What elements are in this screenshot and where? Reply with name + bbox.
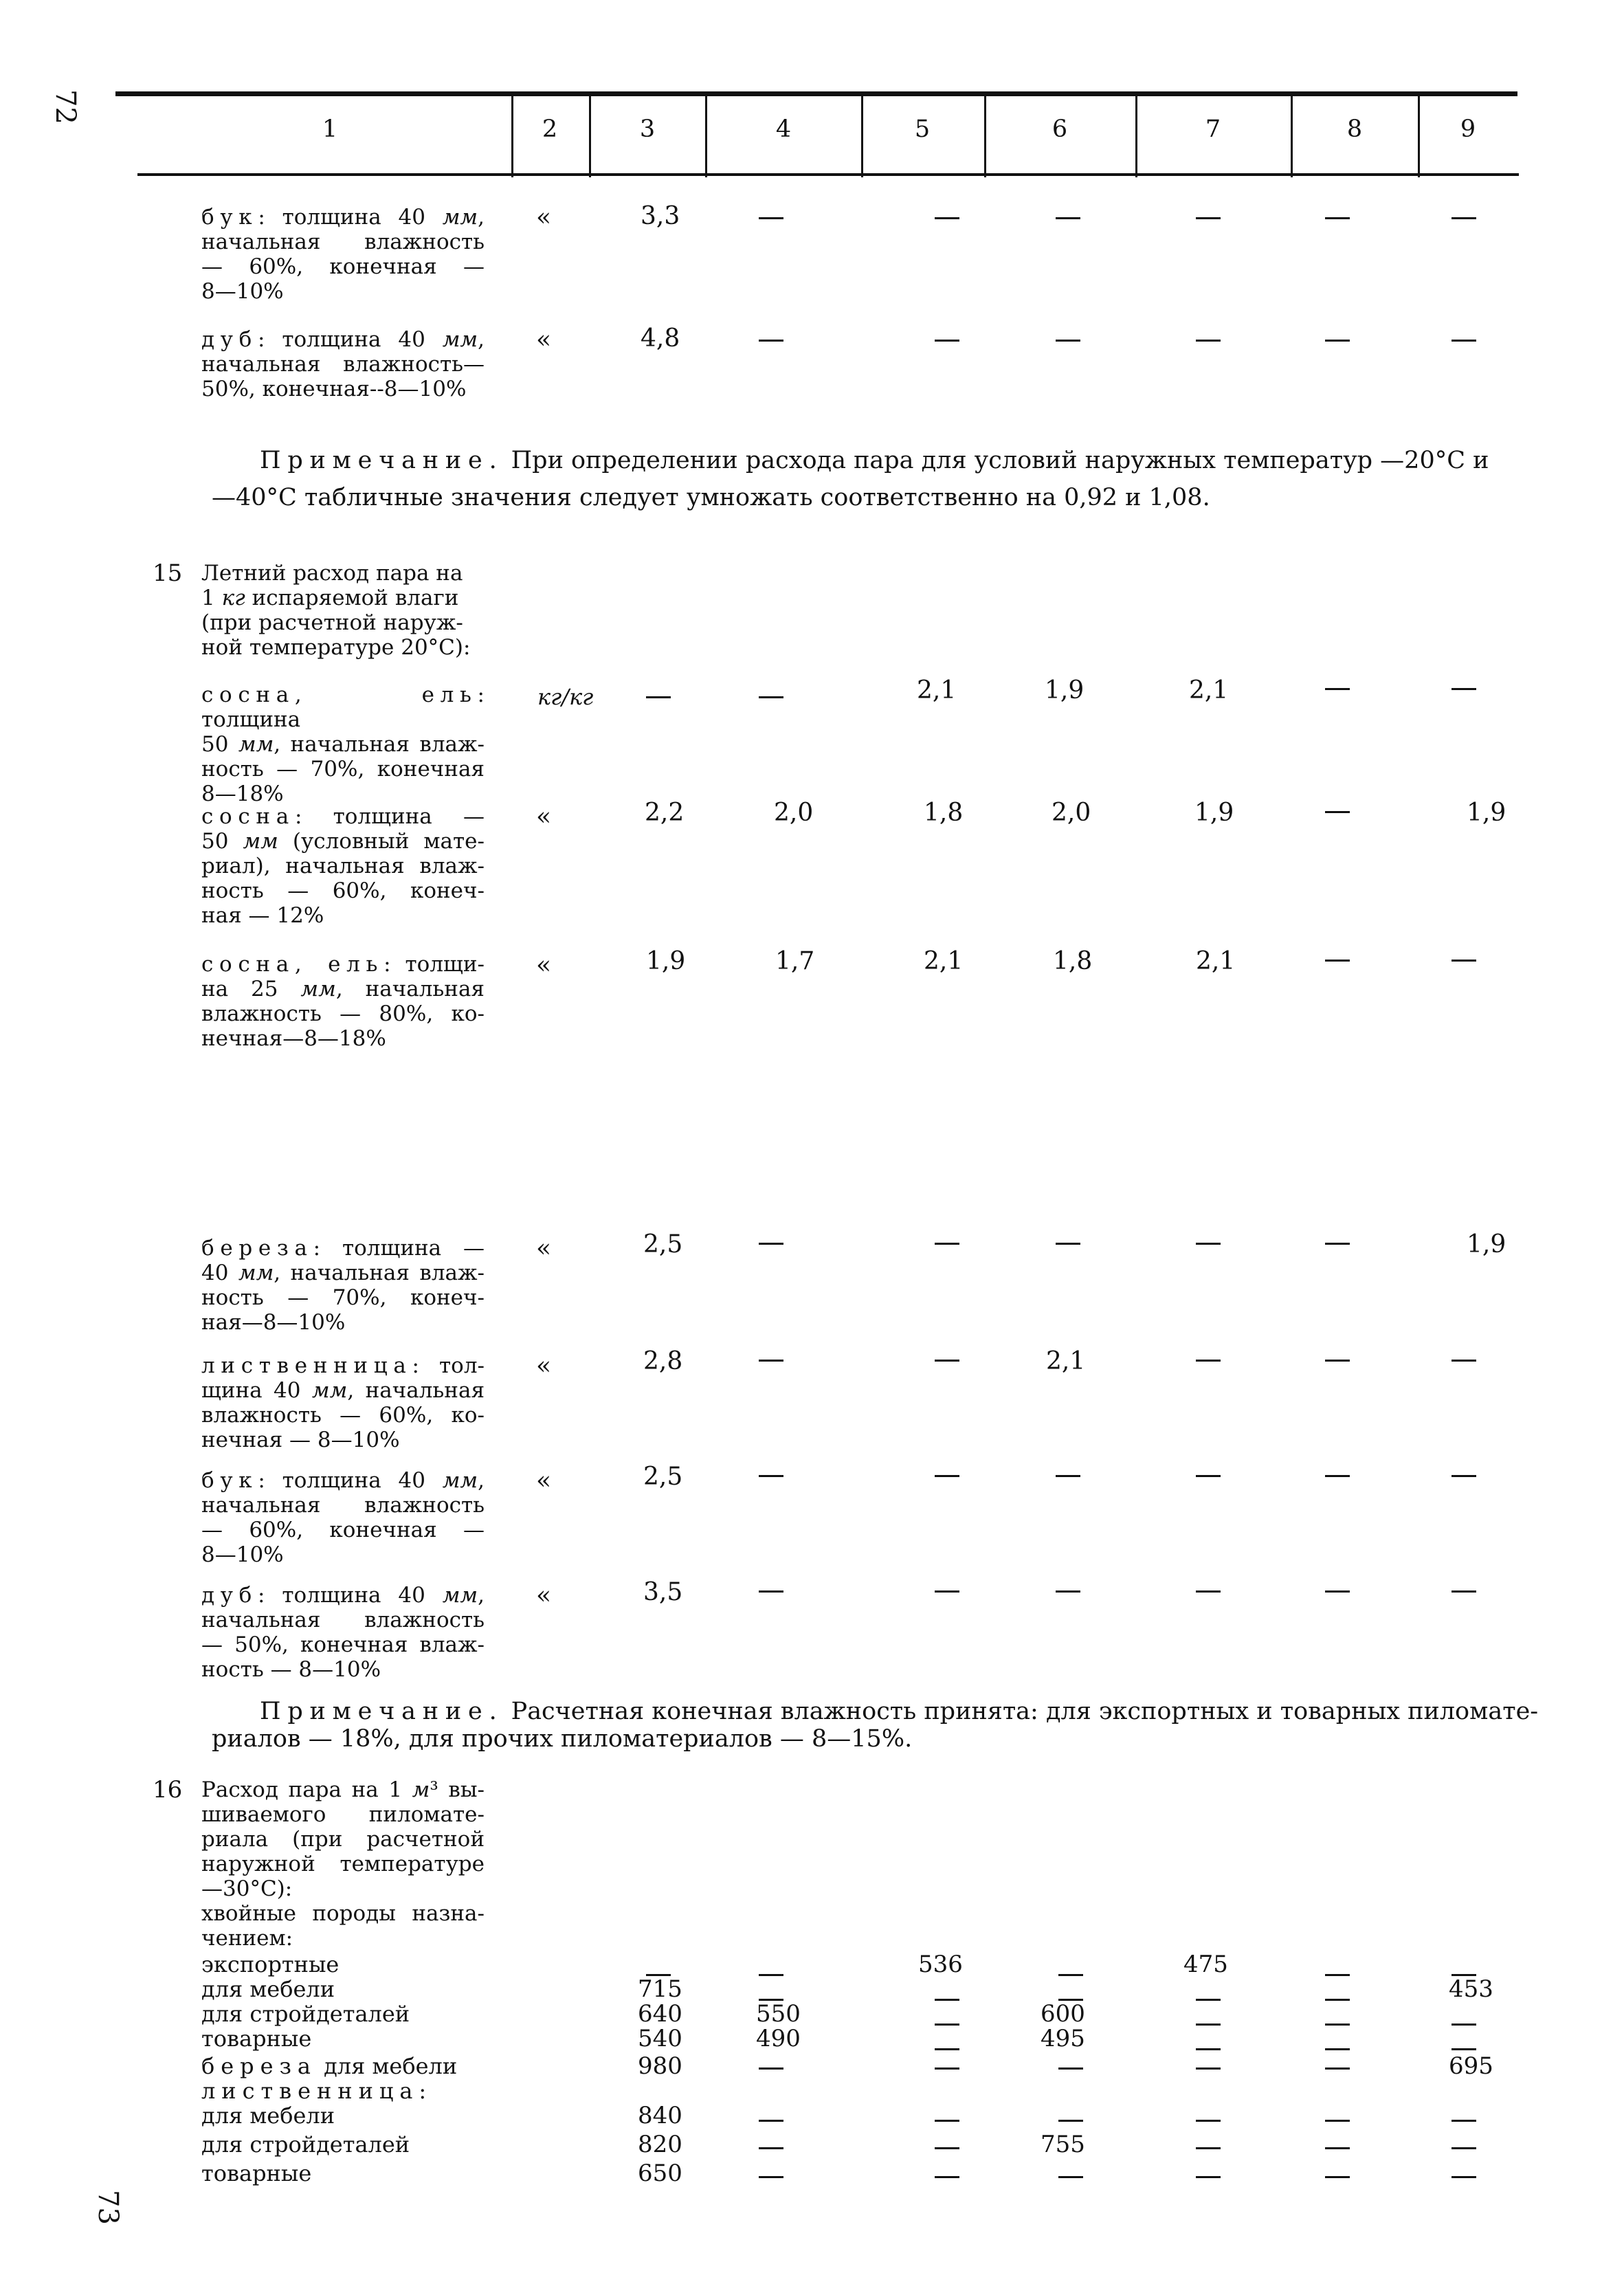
dash-cell xyxy=(1196,1999,1221,2001)
row-description: бук: толщина 40 мм, начальная влажность — 60%, конечная — 8—10% xyxy=(201,1468,485,1567)
dash-cell xyxy=(759,696,783,698)
value-cell: 840 xyxy=(638,2102,682,2129)
dash-cell xyxy=(1325,1243,1350,1245)
dash-cell xyxy=(1451,2147,1476,2149)
dash-cell xyxy=(759,1590,783,1593)
dash-cell xyxy=(1325,2176,1350,2178)
column-separator xyxy=(511,96,513,177)
dash-cell xyxy=(935,1475,959,1477)
dash-cell xyxy=(1451,1590,1476,1593)
dash-cell xyxy=(1058,2120,1083,2122)
column-header: 6 xyxy=(1052,115,1068,143)
dash-cell xyxy=(1325,1360,1350,1362)
value-cell: 1,9 xyxy=(1194,799,1234,827)
dash-cell xyxy=(1325,1475,1350,1477)
value-cell: 1,9 xyxy=(1045,676,1084,705)
row-description: дуб: толщина 40 мм, начальная влажность — 50%, конечная влаж- ность — 8—10% xyxy=(201,1583,485,1682)
unit-cell: « xyxy=(536,1467,552,1495)
dash-cell xyxy=(935,1590,959,1593)
table-row-label: для стройдеталей xyxy=(201,2001,410,2027)
dash-cell xyxy=(1196,1590,1221,1593)
value-cell: 495 xyxy=(1041,2025,1085,2052)
dash-cell xyxy=(1196,1475,1221,1477)
table-row-label: береза для мебели xyxy=(201,2053,458,2079)
dash-cell xyxy=(1056,217,1080,219)
value-cell: 980 xyxy=(638,2052,682,2080)
value-cell: 640 xyxy=(638,2000,682,2028)
dash-cell xyxy=(1056,1475,1080,1477)
value-cell: 2,1 xyxy=(1189,676,1229,705)
value-cell: 475 xyxy=(1183,1951,1228,1978)
value-cell: 1,7 xyxy=(775,947,815,975)
column-header: 4 xyxy=(775,115,792,143)
dash-cell xyxy=(1325,2067,1350,2070)
column-header: 3 xyxy=(639,115,656,143)
dash-cell xyxy=(935,1360,959,1362)
dash-cell xyxy=(1325,1974,1350,1976)
item-number-15: 15 xyxy=(153,559,183,587)
value-cell: 490 xyxy=(756,2025,801,2052)
value-cell: 1,8 xyxy=(924,799,964,827)
dash-cell xyxy=(1451,1360,1476,1362)
note-1: Примечание. При определении расхода пара для условий наружных температур —20°С и xyxy=(260,447,1489,474)
value-cell: 4,8 xyxy=(641,324,680,353)
page-number-top: 72 xyxy=(49,89,81,124)
value-cell: 1,8 xyxy=(1053,947,1093,975)
dash-cell xyxy=(935,1243,959,1245)
column-header: 5 xyxy=(914,115,931,143)
note-2: Примечание. Расчетная конечная влажность принята: для экспортных и товарных пиломате- xyxy=(260,1698,1539,1725)
unit-cell: « xyxy=(536,1582,552,1610)
dash-cell xyxy=(1196,2067,1221,2070)
unit-cell: « xyxy=(536,1352,552,1380)
dash-cell xyxy=(1451,2120,1476,2122)
note-1-cont: —40°С табличные значения следует умножать соответственно на 0,92 и 1,08. xyxy=(212,484,1210,511)
dash-cell xyxy=(1196,2176,1221,2178)
column-header: 2 xyxy=(542,115,558,143)
dash-cell xyxy=(1451,1475,1476,1477)
dash-cell xyxy=(1451,2176,1476,2178)
dash-cell xyxy=(759,340,783,342)
row-description: сосна, ель: толщи- на 25 мм, начальная влажность — 80%, ко- нечная—8—18% xyxy=(201,952,485,1051)
value-cell: 540 xyxy=(638,2025,682,2052)
dash-cell xyxy=(1196,2147,1221,2149)
table-row-label: для стройдеталей xyxy=(201,2131,410,2158)
value-cell: 2,2 xyxy=(645,799,685,827)
column-separator xyxy=(589,96,591,177)
value-cell: 755 xyxy=(1041,2131,1085,2158)
value-cell: 695 xyxy=(1449,2052,1493,2080)
unit-cell: « xyxy=(536,203,552,232)
dash-cell xyxy=(1451,340,1476,342)
value-cell: 820 xyxy=(638,2131,682,2158)
value-cell: 2,1 xyxy=(1196,947,1236,975)
dash-cell xyxy=(1196,2023,1221,2026)
dash-cell xyxy=(1056,1590,1080,1593)
dash-cell xyxy=(759,217,783,219)
page-number-bottom: 73 xyxy=(92,2190,124,2225)
section-16-title: Расход пара на 1 м³ вы- шиваемого пиломате- риала (при расчетной наружной температуре —30°С): хвойные породы назна- чением: xyxy=(201,1777,485,1951)
dash-cell xyxy=(759,2067,783,2070)
dash-cell xyxy=(935,340,959,342)
value-cell: 2,1 xyxy=(1046,1347,1086,1375)
column-separator xyxy=(1291,96,1293,177)
dash-cell xyxy=(1451,2048,1476,2050)
dash-cell xyxy=(1451,2023,1476,2026)
dash-cell xyxy=(935,2048,959,2050)
value-cell: 715 xyxy=(638,1975,682,2003)
dash-cell xyxy=(759,1243,783,1245)
value-cell: 2,8 xyxy=(643,1347,683,1375)
column-separator xyxy=(984,96,986,177)
value-cell: 1,9 xyxy=(646,947,686,975)
dash-cell xyxy=(1325,2048,1350,2050)
row-description: дуб: толщина 40 мм, начальная влажность— 50%, конечная--8—10% xyxy=(201,327,485,401)
table-row-label: лиственница: xyxy=(201,2078,433,2104)
dash-cell xyxy=(1196,340,1221,342)
row-description: береза: толщина — 40 мм, начальная влаж- ность — 70%, конеч- ная—8—10% xyxy=(201,1236,485,1335)
unit-cell: « xyxy=(536,326,552,354)
table-row-label: товарные xyxy=(201,2160,312,2186)
row-description: сосна: толщина — 50 мм (условный мате- риал), начальная влаж- ность — 60%, конеч- ная — 12% xyxy=(201,804,485,928)
value-cell: 2,1 xyxy=(924,947,964,975)
column-header: 8 xyxy=(1346,115,1363,143)
row-description: лиственница: тол- щина 40 мм, начальная влажность — 60%, ко- нечная — 8—10% xyxy=(201,1353,485,1452)
dash-cell xyxy=(1196,2048,1221,2050)
unit-cell: « xyxy=(536,951,552,979)
dash-cell xyxy=(1325,340,1350,342)
dash-cell xyxy=(759,1475,783,1477)
value-cell: 650 xyxy=(638,2160,682,2187)
dash-cell xyxy=(1056,1243,1080,1245)
dash-cell xyxy=(1196,2120,1221,2122)
column-header: 1 xyxy=(322,115,338,143)
dash-cell xyxy=(935,2067,959,2070)
dash-cell xyxy=(1325,2023,1350,2026)
value-cell: 3,5 xyxy=(643,1578,683,1606)
header-bottom-rule xyxy=(137,173,1519,176)
value-cell: 2,5 xyxy=(643,1230,683,1259)
dash-cell xyxy=(759,2120,783,2122)
row-description: бук: толщина 40 мм, начальная влажность — 60%, конечная — 8—10% xyxy=(201,205,485,304)
item-number-16: 16 xyxy=(153,1776,183,1804)
dash-cell xyxy=(935,2147,959,2149)
value-cell: 2,0 xyxy=(774,799,814,827)
dash-cell xyxy=(1056,340,1080,342)
dash-cell xyxy=(1196,217,1221,219)
note-2-cont: риалов — 18%, для прочих пиломатериалов — 8—15%. xyxy=(212,1725,913,1753)
dash-cell xyxy=(935,1999,959,2001)
dash-cell xyxy=(759,2176,783,2178)
column-separator xyxy=(1135,96,1137,177)
dash-cell xyxy=(1325,2147,1350,2149)
column-header: 9 xyxy=(1460,115,1476,143)
dash-cell xyxy=(759,1360,783,1362)
dash-cell xyxy=(1325,688,1350,690)
unit-cell: « xyxy=(536,1234,552,1263)
dash-cell xyxy=(1058,2067,1083,2070)
table-row-label: для мебели xyxy=(201,1976,335,2002)
dash-cell xyxy=(1325,2120,1350,2122)
header-top-rule xyxy=(115,91,1517,96)
table-row-label: экспортные xyxy=(201,1951,340,1977)
column-separator xyxy=(1418,96,1420,177)
table-row-label: для мебели xyxy=(201,2103,335,2129)
dash-cell xyxy=(1451,217,1476,219)
value-cell: 3,3 xyxy=(641,202,680,230)
dash-cell xyxy=(1325,1590,1350,1593)
value-cell: 453 xyxy=(1449,1975,1493,2003)
value-cell: 1,9 xyxy=(1467,799,1506,827)
section-15-title: Летний расход пара на 1 кг испаряемой влаги (при расчетной наруж- ной температуре 20°С): xyxy=(201,561,471,660)
dash-cell xyxy=(1325,1999,1350,2001)
dash-cell xyxy=(1058,2176,1083,2178)
dash-cell xyxy=(1325,960,1350,962)
dash-cell xyxy=(1325,217,1350,219)
column-header: 7 xyxy=(1205,115,1221,143)
row-description: сосна, ель: толщина 50 мм, начальная влаж- ность — 70%, конечная 8—18% xyxy=(201,683,485,806)
dash-cell xyxy=(1451,960,1476,962)
dash-cell xyxy=(1451,688,1476,690)
unit-cell: « xyxy=(536,803,552,831)
value-cell: 2,0 xyxy=(1052,799,1091,827)
value-cell: 1,9 xyxy=(1467,1230,1506,1259)
value-cell: 550 xyxy=(756,2000,801,2028)
column-separator xyxy=(861,96,863,177)
dash-cell xyxy=(1196,1243,1221,1245)
value-cell: 600 xyxy=(1041,2000,1085,2028)
value-cell: 2,1 xyxy=(917,676,957,705)
unit-cell: кг/кг xyxy=(537,684,594,710)
table-row-label: товарные xyxy=(201,2026,312,2052)
dash-cell xyxy=(646,696,671,698)
dash-cell xyxy=(1058,1974,1083,1976)
dash-cell xyxy=(935,217,959,219)
value-cell: 536 xyxy=(918,1951,963,1978)
dash-cell xyxy=(935,2120,959,2122)
dash-cell xyxy=(1325,811,1350,813)
dash-cell xyxy=(935,2176,959,2178)
dash-cell xyxy=(1196,1360,1221,1362)
column-separator xyxy=(705,96,707,177)
dash-cell xyxy=(935,2023,959,2026)
value-cell: 2,5 xyxy=(643,1463,683,1491)
dash-cell xyxy=(759,2147,783,2149)
dash-cell xyxy=(759,1974,783,1976)
